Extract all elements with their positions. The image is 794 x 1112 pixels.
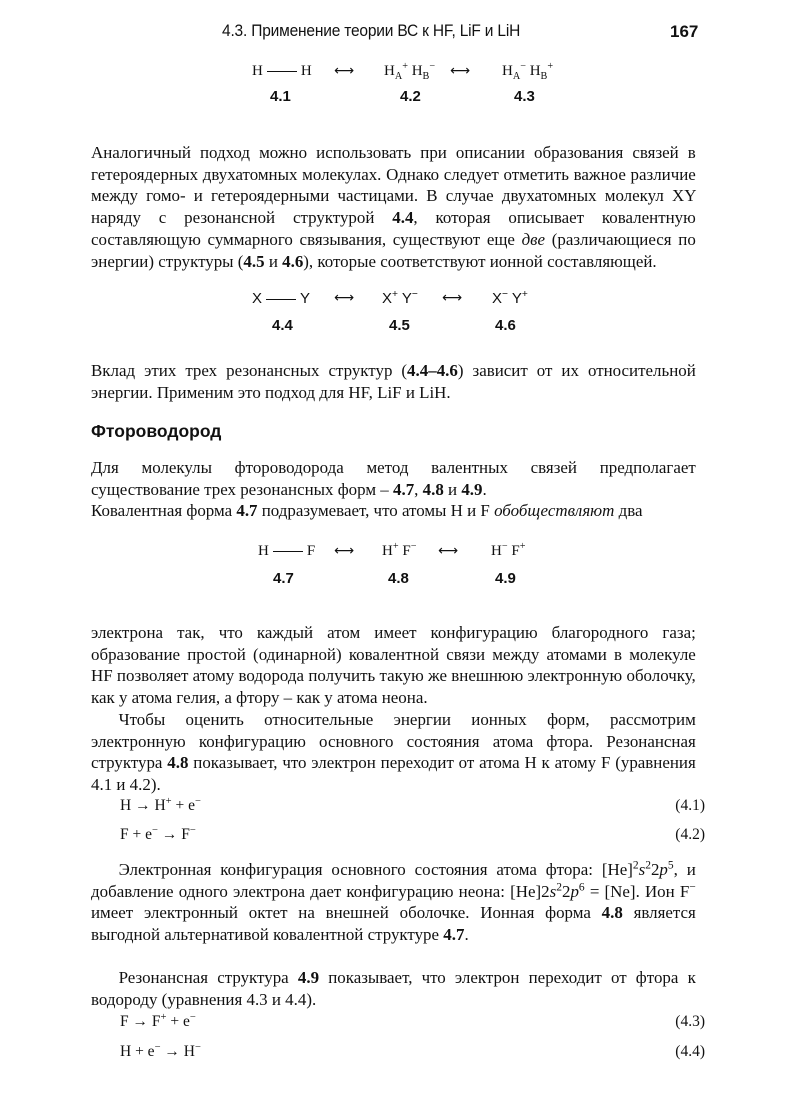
paragraph-ionic-energy: Чтобы оценить относительные энергии ионных форм, рассмотрим электронную конфигурацию основного состояния атома фтора. Резонансная структура 4.8 показывает, что электрон переходит от атома H к атому F (уравнения 4.1 и 4.2).: [91, 710, 696, 795]
page-number: 167: [670, 22, 699, 41]
equation-4-2: [120, 826, 705, 846]
ref-4-8: 4.8: [601, 903, 623, 923]
structure-label: 4.7: [273, 570, 294, 587]
structure-4-7: H F: [258, 543, 316, 559]
bond-line: [267, 71, 297, 72]
resonance-arrow-icon: ⟷: [450, 63, 471, 79]
structure-label: 4.4: [272, 317, 293, 334]
structure-4-5: X+ Y−: [382, 289, 418, 307]
equation-4-1: [120, 797, 705, 817]
equation-number: (4.4): [675, 1043, 705, 1060]
bond-line: [266, 299, 296, 300]
structure-4-1: H H: [252, 63, 312, 79]
paragraph-hf-intro: Для молекулы фтороводорода метод валентных связей предполагает существование трех резонансных форм – 4.7, 4.8 и 4.9. Ковалентная форма 4.7 подразумевает, что атомы H и F обобществляют два: [91, 458, 696, 521]
equation-4-3: [120, 1013, 705, 1033]
resonance-scheme-h2: [252, 63, 552, 113]
paragraph-noble-gas: электрона так, что каждый атом имеет конфигурацию благородного газа; образование простой (одинарной) ковалентной связи между атомами в молекуле HF позволяет атому водорода получить такую же внешнюю электронную оболочку, как у атома гелия, а фтору – как у атома неона.: [91, 623, 696, 708]
structure-4-4: X Y: [252, 290, 311, 307]
equation-expression: H + e− → H−: [120, 1041, 201, 1060]
running-title: 4.3. Применение теории ВС к HF, LiF и LiH: [222, 22, 521, 40]
structure-4-9: H− F+: [491, 541, 526, 559]
ref-4-9: 4.9: [461, 479, 483, 499]
ref-4-5: 4.5: [243, 251, 265, 271]
equation-4-4: [120, 1043, 705, 1063]
structure-4-6: X− Y+: [492, 289, 528, 307]
ref-4-4-4-6: 4.4–4.6: [407, 361, 458, 380]
ref-4-9: 4.9: [297, 968, 320, 987]
structure-label: 4.3: [514, 88, 535, 105]
ref-4-7: 4.7: [443, 925, 465, 945]
equation-expression: H → H+ + e−: [120, 795, 201, 814]
ref-4-6: 4.6: [282, 251, 304, 271]
paragraph-fluorine-config: Электронная конфигурация основного состояния атома фтора: $[He]^2s^22p^5$, и добавление одного электрона дает конфигурацию неона: $[He]2s^22p^6 = [Ne]$. Ион F− имеет электронный октет на внешней оболочке. Ионная форма 4.8 является выгодной альтернативой ковалентной структуре 4.7.: [91, 858, 696, 945]
ref-4-8: 4.8: [167, 753, 189, 773]
structure-label: 4.5: [389, 317, 410, 334]
equation-expression: F → F+ + e−: [120, 1011, 196, 1030]
resonance-scheme-hf: [258, 543, 558, 593]
structure-4-3: $H_A^-$ $H_B^+$: [502, 61, 554, 82]
ref-4-7: 4.7: [236, 501, 258, 521]
resonance-arrow-icon: ⟷: [442, 290, 463, 306]
resonance-arrow-icon: ⟷: [334, 63, 355, 79]
equation-number: (4.1): [675, 797, 705, 814]
structure-label: 4.2: [400, 88, 421, 105]
paragraph-structure-4-9: Резонансная структура 4.9 показывает, что электрон переходит от фтора к водороду (уравнения 4.3 и 4.4).: [91, 968, 696, 1009]
equation-number: (4.3): [675, 1013, 705, 1030]
emphasis-dve: две: [521, 229, 546, 249]
resonance-arrow-icon: ⟷: [334, 290, 355, 306]
structure-4-2: $H_A^+$ $H_B^-$: [384, 61, 436, 82]
equation-expression: F + e− → F−: [120, 824, 196, 843]
structure-4-8: H+ F−: [382, 541, 417, 559]
resonance-scheme-xy: [252, 290, 552, 340]
bond-line: [273, 551, 303, 552]
resonance-arrow-icon: ⟷: [334, 543, 355, 559]
ref-4-8: 4.8: [422, 479, 444, 499]
ref-4-7: 4.7: [393, 479, 415, 499]
paragraph-contribution: Вклад этих трех резонансных структур (4.4–4.6) зависит от их относительной энергии. Применим это подход для HF, LiF и LiH.: [91, 361, 696, 402]
emphasis-share: обобществляют: [494, 501, 615, 521]
formula-xy: XY: [671, 186, 696, 206]
paragraph-heteronuclear: Аналогичный подход можно использовать при описании образования связей в гетероядерных двухатомных молекулах. Однако следует отметить важное различие между гомо- и гетероядерными частицами. В случае двухатомных молекул XY наряду с резонансной структурой 4.4, которая описывает ковалентную составляющую суммарного связывания, существуют еще две (различающиеся по энергии) структуры (4.5 и 4.6), которые соответствуют ионной составляющей.: [91, 143, 696, 271]
section-heading: Фтороводород: [91, 421, 222, 441]
ref-4-4: 4.4: [392, 208, 414, 228]
structure-label: 4.9: [495, 570, 516, 587]
equation-number: (4.2): [675, 826, 705, 843]
structure-label: 4.8: [388, 570, 409, 587]
structure-label: 4.1: [270, 88, 291, 105]
resonance-arrow-icon: ⟷: [438, 543, 459, 559]
structure-label: 4.6: [495, 317, 516, 334]
